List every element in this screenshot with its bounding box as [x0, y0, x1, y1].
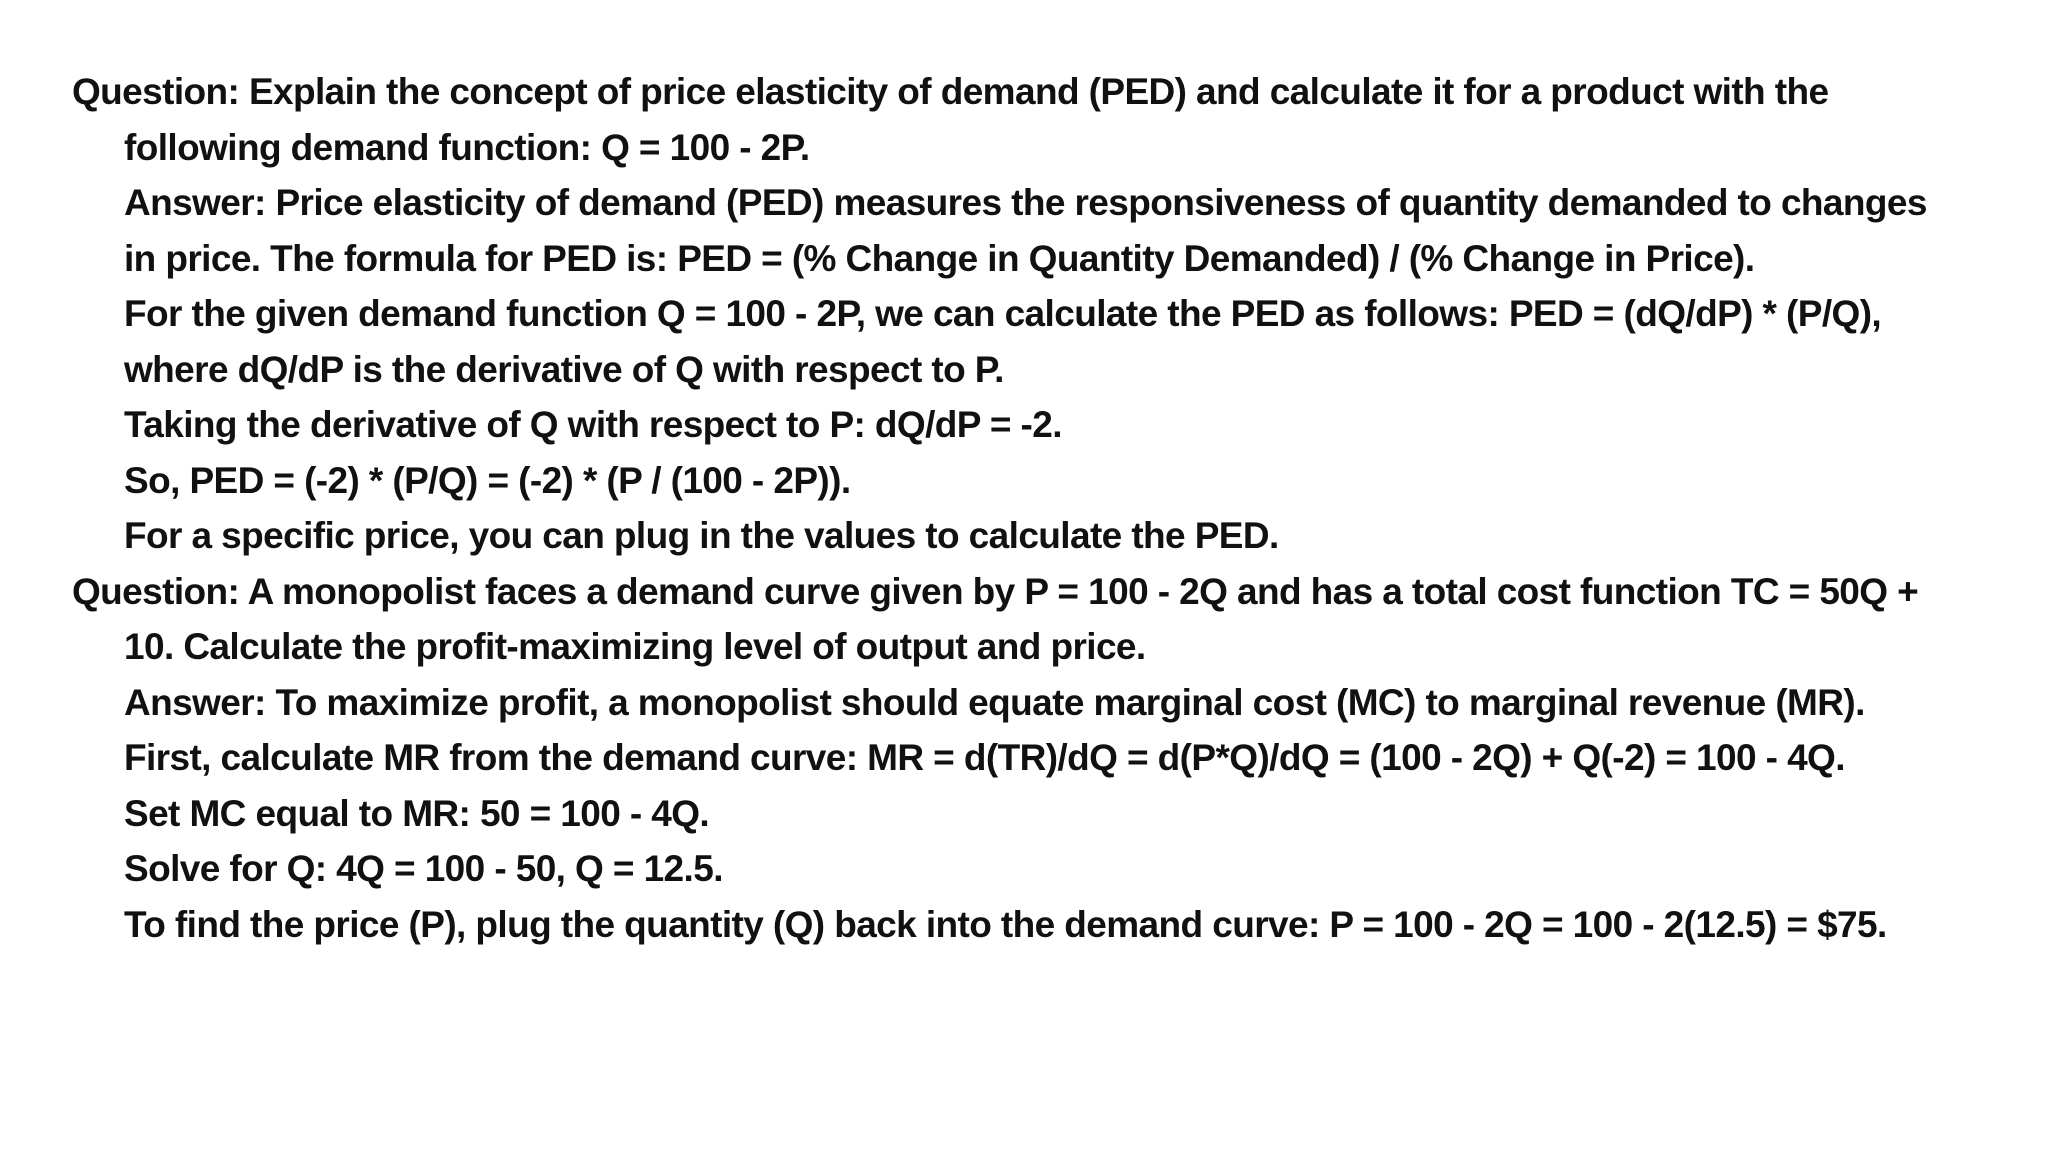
- answer-2-line-1: Answer: To maximize profit, a monopolist should equate marginal cost (MC) to marginal revenue (MR).: [124, 681, 1865, 723]
- answer-2-line-4: Solve for Q: 4Q = 100 - 50, Q = 12.5.: [124, 848, 723, 889]
- qa-text-block: [72, 64, 2022, 952]
- answer-2-line-2: First, calculate MR from the demand curve: MR = d(TR)/dQ = d(P*Q)/dQ = (100 - 2Q) + Q(-2) = 100 - 4Q.: [124, 737, 1845, 778]
- question-2-line-2: 10. Calculate the profit-maximizing level of output and price.: [124, 626, 1146, 667]
- answer-1-line-1: Answer: Price elasticity of demand (PED) measures the responsiveness of quantity demanded to changes: [124, 182, 1927, 223]
- question-2-line-1: Question: A monopolist faces a demand curve given by P = 100 - 2Q and has a total cost function TC = 50Q +: [72, 570, 1919, 612]
- answer-1-line-6: So, PED = (-2) * (P/Q) = (-2) * (P / (100 - 2P)).: [124, 459, 851, 501]
- question-1-line-2: following demand function: Q = 100 - 2P.: [124, 126, 810, 168]
- answer-1-line-5: Taking the derivative of Q with respect to P: dQ/dP = -2.: [124, 404, 1062, 445]
- answer-2-line-5: To find the price (P), plug the quantity (Q) back into the demand curve: P = 100 - 2Q = 100 - 2(12.5) = $75.: [124, 903, 1887, 945]
- answer-1-line-4: where dQ/dP is the derivative of Q with respect to P.: [124, 348, 1004, 390]
- answer-1-line-7: For a specific price, you can plug in the values to calculate the PED.: [124, 515, 1279, 556]
- question-1-line-1: Question: Explain the concept of price elasticity of demand (PED) and calculate it for a product with the: [72, 71, 1829, 112]
- answer-1-line-3: For the given demand function Q = 100 - 2P, we can calculate the PED as follows: PED = (dQ/dP) * (P/Q),: [124, 293, 1882, 334]
- answer-2-line-3: Set MC equal to MR: 50 = 100 - 4Q.: [124, 792, 710, 834]
- answer-1-line-2: in price. The formula for PED is: PED = (% Change in Quantity Demanded) / (% Change in Price).: [124, 237, 1755, 279]
